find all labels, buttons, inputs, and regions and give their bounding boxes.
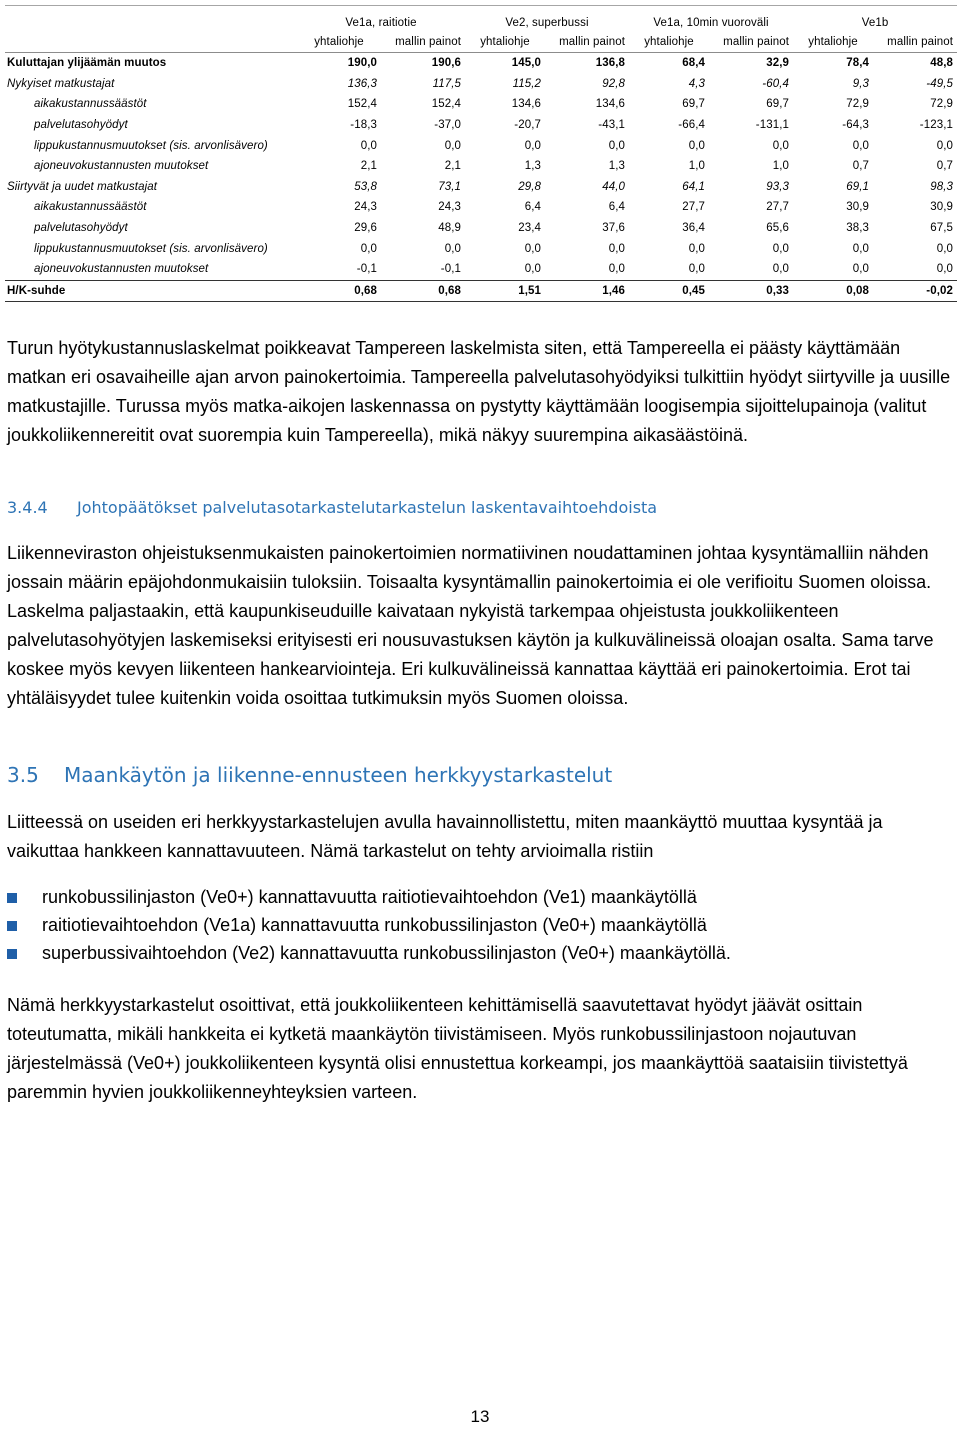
table-row	[5, 218, 957, 239]
value-cell: 29,6	[354, 222, 377, 235]
value-cell: 67,5	[930, 222, 954, 235]
table-row	[5, 238, 957, 259]
value-cell: 0,0	[772, 242, 790, 255]
header-empty-cell	[5, 32, 297, 53]
value-cell: 2,1	[444, 160, 461, 173]
value-cell: 117,5	[432, 77, 461, 90]
value-cell: 27,7	[682, 201, 705, 214]
row-label: lippukustannusmuutokset (sis. arvonlisävero)	[34, 242, 268, 255]
value-cell: 0,45	[629, 280, 709, 302]
value-cell: 29,8	[518, 180, 541, 193]
section-title: Maankäytön ja liikenne-ennusteen herkkyystarkastelut	[64, 763, 613, 787]
cost-benefit-table	[5, 5, 957, 302]
value-cell: -66,4	[678, 119, 705, 132]
value-cell: 0,0	[936, 139, 954, 152]
value-cell: 0,7	[852, 160, 870, 173]
value-cell: 190,6	[431, 57, 461, 70]
group-header: Ve1a, raitiotie	[345, 17, 417, 29]
value-cell: 1,51	[465, 280, 545, 302]
value-cell: 53,8	[354, 180, 377, 193]
value-cell: 134,6	[511, 98, 541, 111]
value-cell: 1,0	[772, 160, 790, 173]
value-cell: 2,1	[360, 160, 377, 173]
value-cell: -123,1	[919, 119, 954, 132]
group-header: Ve2, superbussi	[505, 17, 589, 29]
square-bullet-icon	[7, 921, 17, 931]
value-cell: 37,6	[602, 222, 625, 235]
value-cell: 68,4	[682, 57, 705, 70]
subheader: mallin painot	[873, 32, 957, 53]
value-cell: 152,4	[347, 98, 377, 111]
group-header: Ve1b	[861, 17, 889, 29]
value-cell: 69,7	[766, 98, 790, 111]
value-cell: 0,68	[297, 280, 381, 302]
value-cell: -20,7	[514, 119, 541, 132]
value-cell: 24,3	[354, 201, 377, 214]
row-label: palvelutasohyödyt	[34, 119, 128, 132]
value-cell: 0,08	[793, 280, 873, 302]
row-label: ajoneuvokustannusten muutokset	[34, 160, 209, 173]
value-cell: -43,1	[598, 119, 625, 132]
value-cell: 48,9	[438, 222, 461, 235]
value-cell: 145,0	[511, 57, 541, 70]
value-cell: 136,8	[595, 57, 625, 70]
value-cell: -0,1	[356, 263, 377, 276]
list-item: raitiotievaihtoehdon (Ve1a) kannattavuutta runkobussilinjaston (Ve0+) maankäytöllä	[7, 911, 731, 939]
subheader: yhtaliohje	[297, 32, 381, 53]
value-cell: 0,0	[936, 242, 954, 255]
table-row	[5, 135, 957, 156]
value-cell: 1,3	[524, 160, 541, 173]
subheader: mallin painot	[709, 32, 793, 53]
subheader: yhtaliohje	[465, 32, 545, 53]
section-number: 3.5	[7, 763, 39, 787]
value-cell: 4,3	[688, 77, 705, 90]
value-cell: 0,0	[608, 139, 625, 152]
value-cell: 27,7	[766, 201, 790, 214]
value-cell: -0,02	[873, 280, 957, 302]
row-label: palvelutasohyödyt	[34, 222, 128, 235]
value-cell: 72,9	[930, 98, 954, 111]
value-cell: -37,0	[434, 119, 461, 132]
value-cell: 134,6	[595, 98, 625, 111]
value-cell: 93,3	[766, 180, 790, 193]
table-row	[5, 177, 957, 198]
table-row	[5, 197, 957, 218]
page-number: 13	[470, 1407, 490, 1426]
square-bullet-icon	[7, 893, 17, 903]
value-cell: 0,0	[524, 242, 541, 255]
table-row	[5, 94, 957, 115]
value-cell: 38,3	[846, 222, 870, 235]
value-cell: 0,0	[444, 139, 461, 152]
table-row	[5, 53, 957, 74]
table-row	[5, 156, 957, 177]
list-item: runkobussilinjaston (Ve0+) kannattavuutta raitiotievaihtoehdon (Ve1) maankäytöllä	[7, 883, 731, 911]
paragraph-sensitivity-intro: Liitteessä on useiden eri herkkyystarkastelujen avulla havainnollistettu, miten maankäyttö muuttaa kysyntää ja vaikuttaa hankkeen kannattavuuteen. Nämä tarkastelut on tehty arvioimalla ristiin	[7, 812, 883, 861]
value-cell: 115,2	[512, 77, 541, 90]
value-cell: 1,46	[545, 280, 629, 302]
table-row	[5, 259, 957, 280]
row-label: H/K-suhde	[5, 280, 297, 302]
subheader: yhtaliohje	[793, 32, 873, 53]
value-cell: 44,0	[602, 180, 625, 193]
value-cell: 1,3	[608, 160, 625, 173]
row-label: ajoneuvokustannusten muutokset	[34, 263, 209, 276]
value-cell: 69,1	[846, 180, 870, 193]
row-label: Kuluttajan ylijäämän muutos	[7, 57, 167, 70]
value-cell: 98,3	[930, 180, 954, 193]
value-cell: 0,0	[772, 139, 790, 152]
value-cell: 0,0	[688, 263, 705, 276]
row-label: lippukustannusmuutokset (sis. arvonlisävero)	[34, 139, 268, 152]
value-cell: 0,33	[709, 280, 793, 302]
value-cell: 36,4	[682, 222, 705, 235]
value-cell: -18,3	[350, 119, 377, 132]
subheader: yhtaliohje	[629, 32, 709, 53]
subheader: mallin painot	[381, 32, 465, 53]
table-row	[5, 280, 957, 302]
value-cell: 0,0	[772, 263, 790, 276]
value-cell: -60,4	[762, 77, 790, 90]
value-cell: 64,1	[682, 180, 705, 193]
value-cell: -0,1	[440, 263, 461, 276]
value-cell: 92,8	[602, 77, 625, 90]
square-bullet-icon	[7, 949, 17, 959]
value-cell: -64,3	[842, 119, 870, 132]
value-cell: 73,1	[438, 180, 461, 193]
value-cell: 69,7	[682, 98, 705, 111]
value-cell: 0,0	[524, 263, 541, 276]
value-cell: -131,1	[755, 119, 790, 132]
value-cell: 24,3	[438, 201, 461, 214]
section-title: Johtopäätökset palvelutasotarkastelutarkastelun laskentavaihtoehdoista	[77, 498, 658, 517]
header-empty-cell	[5, 6, 297, 32]
value-cell: 0,0	[608, 242, 625, 255]
group-header: Ve1a, 10min vuoroväli	[653, 17, 769, 29]
value-cell: 136,3	[347, 77, 377, 90]
section-heading-3-5	[7, 763, 612, 787]
value-cell: 0,0	[360, 242, 377, 255]
value-cell: 48,8	[930, 57, 954, 70]
value-cell: 0,7	[936, 160, 954, 173]
row-label: Nykyiset matkustajat	[7, 77, 115, 90]
table-subheader-row	[5, 32, 957, 53]
value-cell: 0,0	[936, 263, 954, 276]
table-row	[5, 115, 957, 136]
value-cell: 0,0	[688, 242, 705, 255]
paragraph-conclusions: Liikenneviraston ohjeistuksenmukaisten painokertoimien normatiivinen noudattaminen johtaa kysyntämalliin nähden jossain määrin epäjohdonmukaisiin tuloksiin. Toisaalta kysyntämallin painokertoimia ei ole verifioitu Suomen oloissa. Laskelma paljastaakin, että kaupunkiseuduille kaivataan nykyistä tarkempaa ohjeistusta joukkoliikenteen palvelutasohyötyjen laskemiseksi erityisesti eri nousuvastuksen käytön ja kulkuvälineissä oloajan osalta. Sama tarve koskee myös kevyen liikenteen hankearviointeja. Eri kulkuvälineissä kannattaa käyttää eri painokertoimia. Erot tai yhtäläisyydet tulee kuitenkin voida osoittaa tutkimuksin myös Suomen oloissa.	[7, 543, 934, 708]
value-cell: 0,0	[608, 263, 625, 276]
row-label: aikakustannussäästöt	[34, 98, 147, 111]
results-table	[5, 6, 957, 302]
value-cell: 190,0	[347, 57, 377, 70]
value-cell: 6,4	[608, 201, 625, 214]
value-cell: 6,4	[524, 201, 541, 214]
value-cell: 23,4	[518, 222, 541, 235]
value-cell: 9,3	[852, 77, 870, 90]
subheader: mallin painot	[545, 32, 629, 53]
section-heading-3-4-4	[7, 498, 657, 517]
list-item: superbussivaihtoehdon (Ve2) kannattavuutta runkobussilinjaston (Ve0+) maankäytöllä.	[7, 939, 731, 967]
value-cell: 32,9	[766, 57, 790, 70]
value-cell: -49,5	[926, 77, 954, 90]
value-cell: 65,6	[766, 222, 790, 235]
value-cell: 0,0	[444, 242, 461, 255]
value-cell: 0,0	[852, 139, 870, 152]
value-cell: 0,68	[381, 280, 465, 302]
value-cell: 0,0	[852, 242, 870, 255]
table-group-header-row	[5, 6, 957, 32]
value-cell: 1,0	[688, 160, 705, 173]
sensitivity-bullet-list	[7, 883, 731, 967]
value-cell: 30,9	[846, 201, 870, 214]
value-cell: 72,9	[846, 98, 870, 111]
value-cell: 78,4	[846, 57, 870, 70]
table-row	[5, 74, 957, 95]
value-cell: 0,0	[360, 139, 377, 152]
value-cell: 0,0	[688, 139, 705, 152]
value-cell: 152,4	[431, 98, 461, 111]
paragraph-sensitivity-results: Nämä herkkyystarkastelut osoittivat, että joukkoliikenteen kehittämisellä saavutettavat hyödyt jäävät osittain toteutumatta, mikäli hankkeita ei kytketä maankäytön tiivistämiseen. Myös runkobussilinjastoon nojautuvan järjestelmässä (Ve0+) joukkoliikenteen kysyntä olisi ennustettua korkeampi, jos maankäyttöä saataisiin tiivistettyä paremmin hyvien joukkoliikenneyhteyksien varteen.	[7, 995, 908, 1102]
paragraph-turku-comparison: Turun hyötykustannuslaskelmat poikkeavat Tampereen laskelmista siten, että Tampereella ei päästy käyttämään matkan eri osavaiheille ajan arvon painokertoimia. Tampereella palvelutasohyödyiksi tulkittiin hyödyt siirtyville ja uusille matkustajille. Turussa myös matka-aikojen laskennassa on pystytty käyttämään loogisempia sijoittelupainoja (valitut joukkoliikennereitit ovat suorempia kuin Tampereella), mikä näkyy suurempina aikasäästöinä.	[7, 338, 951, 445]
value-cell: 0,0	[524, 139, 541, 152]
row-label: Siirtyvät ja uudet matkustajat	[7, 180, 158, 193]
value-cell: 0,0	[852, 263, 870, 276]
section-number: 3.4.4	[7, 498, 48, 517]
value-cell: 30,9	[930, 201, 954, 214]
row-label: aikakustannussäästöt	[34, 201, 147, 214]
